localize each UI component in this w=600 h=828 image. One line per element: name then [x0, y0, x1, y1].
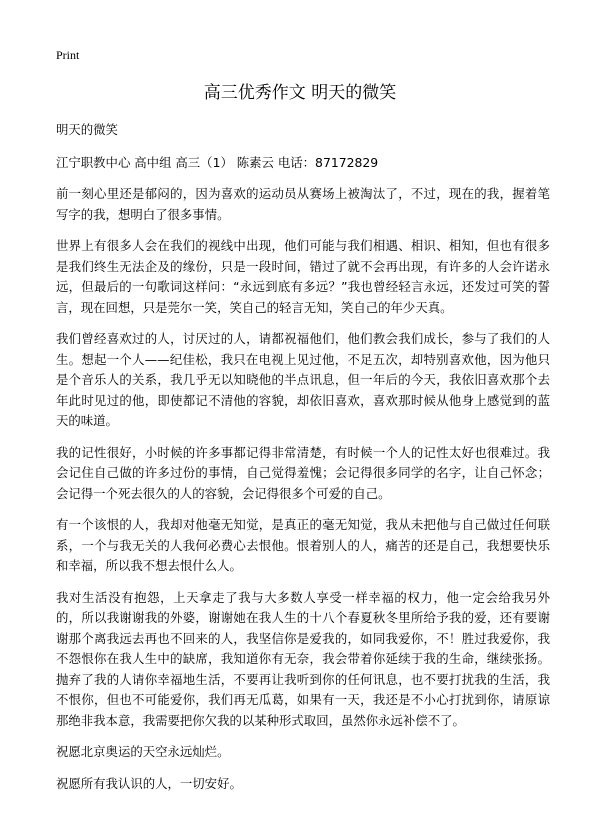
paragraph: 前一刻心里还是郁闷的，因为喜欢的运动员从赛场上被淘汰了，不过，现在的我，握着笔写字的我，想明白了很多事情。 — [56, 186, 550, 222]
paragraph: 世界上有很多人会在我们的视线中出现，他们可能与我们相遇、相识、相知，但也有很多是我们终生无法企及的缘份，只是一段时间，错过了就不会再出现，有许多的人会许诺永远，但最后的一句歌词这样问：“永远到底有多远？”我也曾经轻言永远，还发过可笑的誓言，现在回想，只是莞尔一笑，笑自己的轻言无知，笑自己的年少天真。 — [56, 238, 550, 315]
paragraph: 祝愿所有我认识的人，一切安好。 — [56, 775, 242, 791]
article-subtitle: 明天的微笑 — [56, 122, 118, 137]
article-body — [56, 120, 550, 805]
paragraph: 我的记性很好，小时候的许多事都记得非常清楚，有时候一个人的记性太好也很难过。我会记住自己做的许多过份的事情，自己觉得羞愧；会记得很多同学的名字，让自己怀念；会记得一个死去很久的人的容貌，会记得很多个可爱的自己。 — [56, 444, 550, 501]
paragraph: 有一个该恨的人，我却对他毫无知觉，是真正的毫无知觉，我从未把他与自己做过任何联系，一个与我无关的人我何必费心去恨他。恨着别人的人，痛苦的还是自己，我想要快乐和幸福，所以我不想去恨什么人。 — [56, 517, 550, 573]
paragraph: 我对生活没有抱怨，上天拿走了我与大多数人享受一样幸福的权力，他一定会给我另外的，所以我谢谢我的外婆，谢谢她在我人生的十八个春夏秋冬里所给予我的爱，还有要谢谢那个离我远去再也不回来的人，我坚信你是爱我的，如同我爱你，不！胜过我爱你，我不怨恨你在我人生中的缺席，我知道你有无奈，我会带着你延续于我的生命，继续张扬。抛弃了我的人请你幸福地生活，不要再让我听到你的任何讯息，也不要打扰我的生活，我不恨你，但也不可能爱你，我们再无瓜葛，如果有一天，我还是不小心打扰到你，请原谅那绝非我本意，我需要把你欠我的以某种形式取回，虽然你永远补偿不了。 — [56, 589, 550, 728]
print-label: Print — [56, 48, 80, 62]
paragraph: 我们曾经喜欢过的人，讨厌过的人，请都祝福他们，他们教会我们成长，参与了我们的人生。想起一个人——纪佳松，我只在电视上见过他，不足五次，却特别喜欢他，因为他只是个音乐人的关系，我几乎无以知晓他的半点讯息，但一年后的今天，我依旧喜欢那个去年此时见过的他，即使都记不清他的容貌，却依旧喜欢，喜欢那时候从他身上感觉到的蓝天的味道。 — [56, 331, 550, 428]
paragraph: 祝愿北京奥运的天空永远灿烂。 — [56, 744, 230, 759]
author-line: 江宁职教中心 高中组 高三（1） 陈素云 电话：87172829 — [56, 154, 379, 170]
document-title: 高三优秀作文 明天的微笑 — [203, 83, 397, 103]
